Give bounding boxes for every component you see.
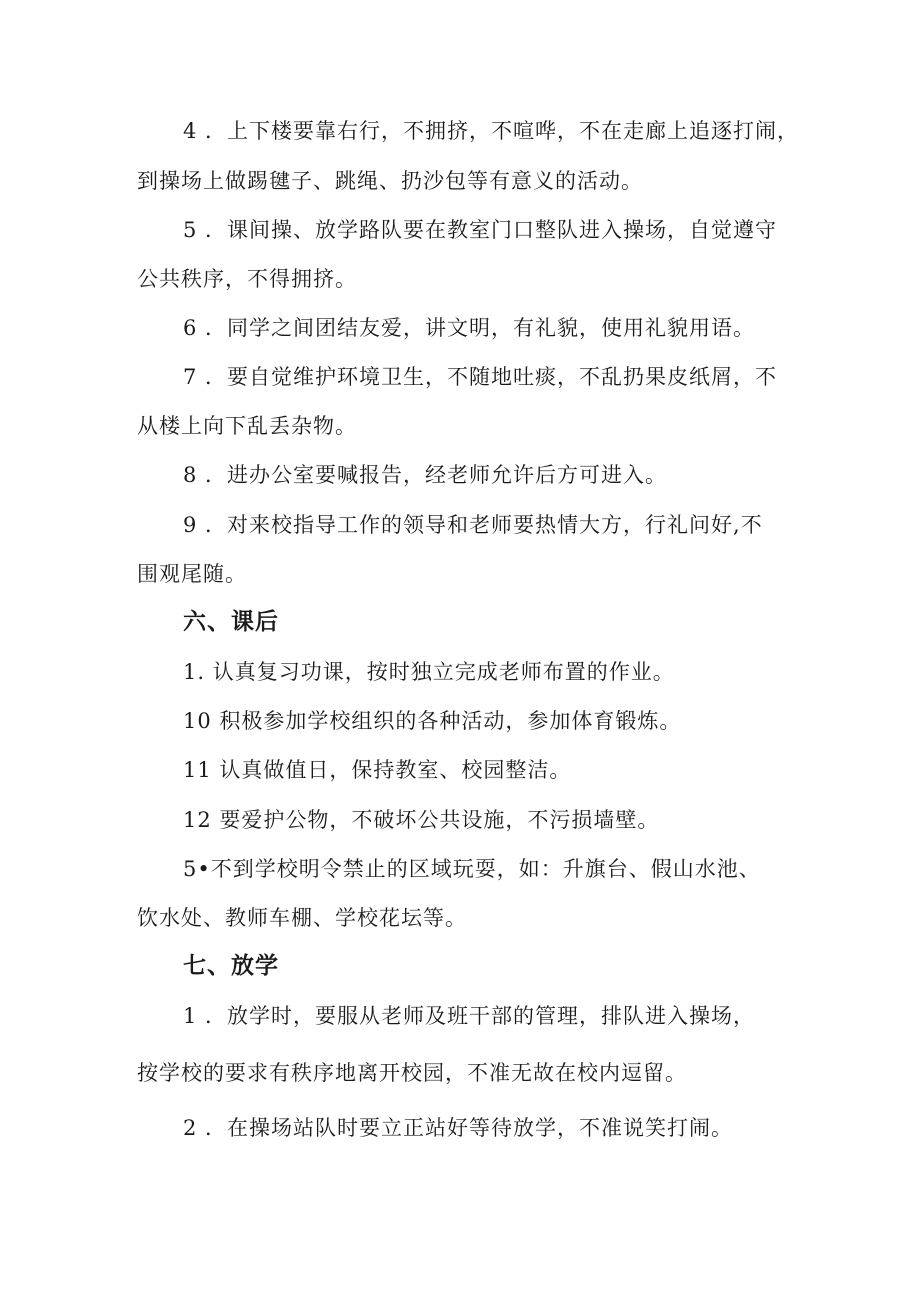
rule-7-line-2: 从楼上向下乱丢杂物。 [137, 414, 357, 438]
rule-7-line-1: 7 ．要自觉维护环境卫生，不随地吐痰，不乱扔果皮纸屑，不 [183, 365, 778, 389]
dismissal-item-1-line-2: 按学校的要求有秩序地离开校园，不准无故在校内逗留。 [137, 1061, 687, 1085]
rule-4-line-2: 到操场上做踢毽子、跳绳、扔沙包等有意义的活动。 [137, 169, 643, 193]
dismissal-item-1-line-1: 1 ．放学时，要服从老师及班干部的管理，排队进入操场， [183, 1004, 756, 1028]
after-class-item-12: 12 要爱护公物，不破坏公共设施，不污损墙壁。 [183, 808, 660, 832]
rule-4-line-1: 4 ．上下楼要靠右行，不拥挤，不喧哗，不在走廊上追逐打闹， [183, 119, 800, 143]
rule-5-line-2: 公共秩序，不得拥挤。 [137, 267, 357, 291]
after-class-item-5-line-2: 饮水处、教师车棚、学校花坛等。 [137, 906, 467, 930]
section-heading-dismissal: 七、放学 [183, 953, 279, 979]
rule-9-line-2: 围观尾随。 [137, 562, 247, 586]
rule-5-line-1: 5 ．课间操、放学路队要在教室门口整队进入操场，自觉遵守 [183, 218, 778, 242]
after-class-item-10: 10 积极参加学校组织的各种活动，参加体育锻炼。 [183, 709, 682, 733]
after-class-item-1: 1. 认真复习功课，按时独立完成老师布置的作业。 [183, 660, 675, 684]
after-class-item-5-line-1: 5•不到学校明令禁止的区域玩耍，如：升旗台、假山水池、 [183, 857, 761, 881]
after-class-item-11: 11 认真做值日，保持教室、校园整洁。 [183, 758, 572, 782]
rule-8-line-1: 8 ．进办公室要喊报告，经老师允许后方可进入。 [183, 463, 668, 487]
dismissal-item-2-line-1: 2 ．在操场站队时要立正站好等待放学，不准说笑打闹。 [183, 1116, 734, 1140]
section-heading-after-class: 六、课后 [183, 609, 279, 635]
rule-9-line-1: 9 ．对来校指导工作的领导和老师要热情大方，行礼问好,不 [183, 513, 763, 537]
rule-6-line-1: 6 ．同学之间团结友爱，讲文明，有礼貌，使用礼貌用语。 [183, 316, 756, 340]
